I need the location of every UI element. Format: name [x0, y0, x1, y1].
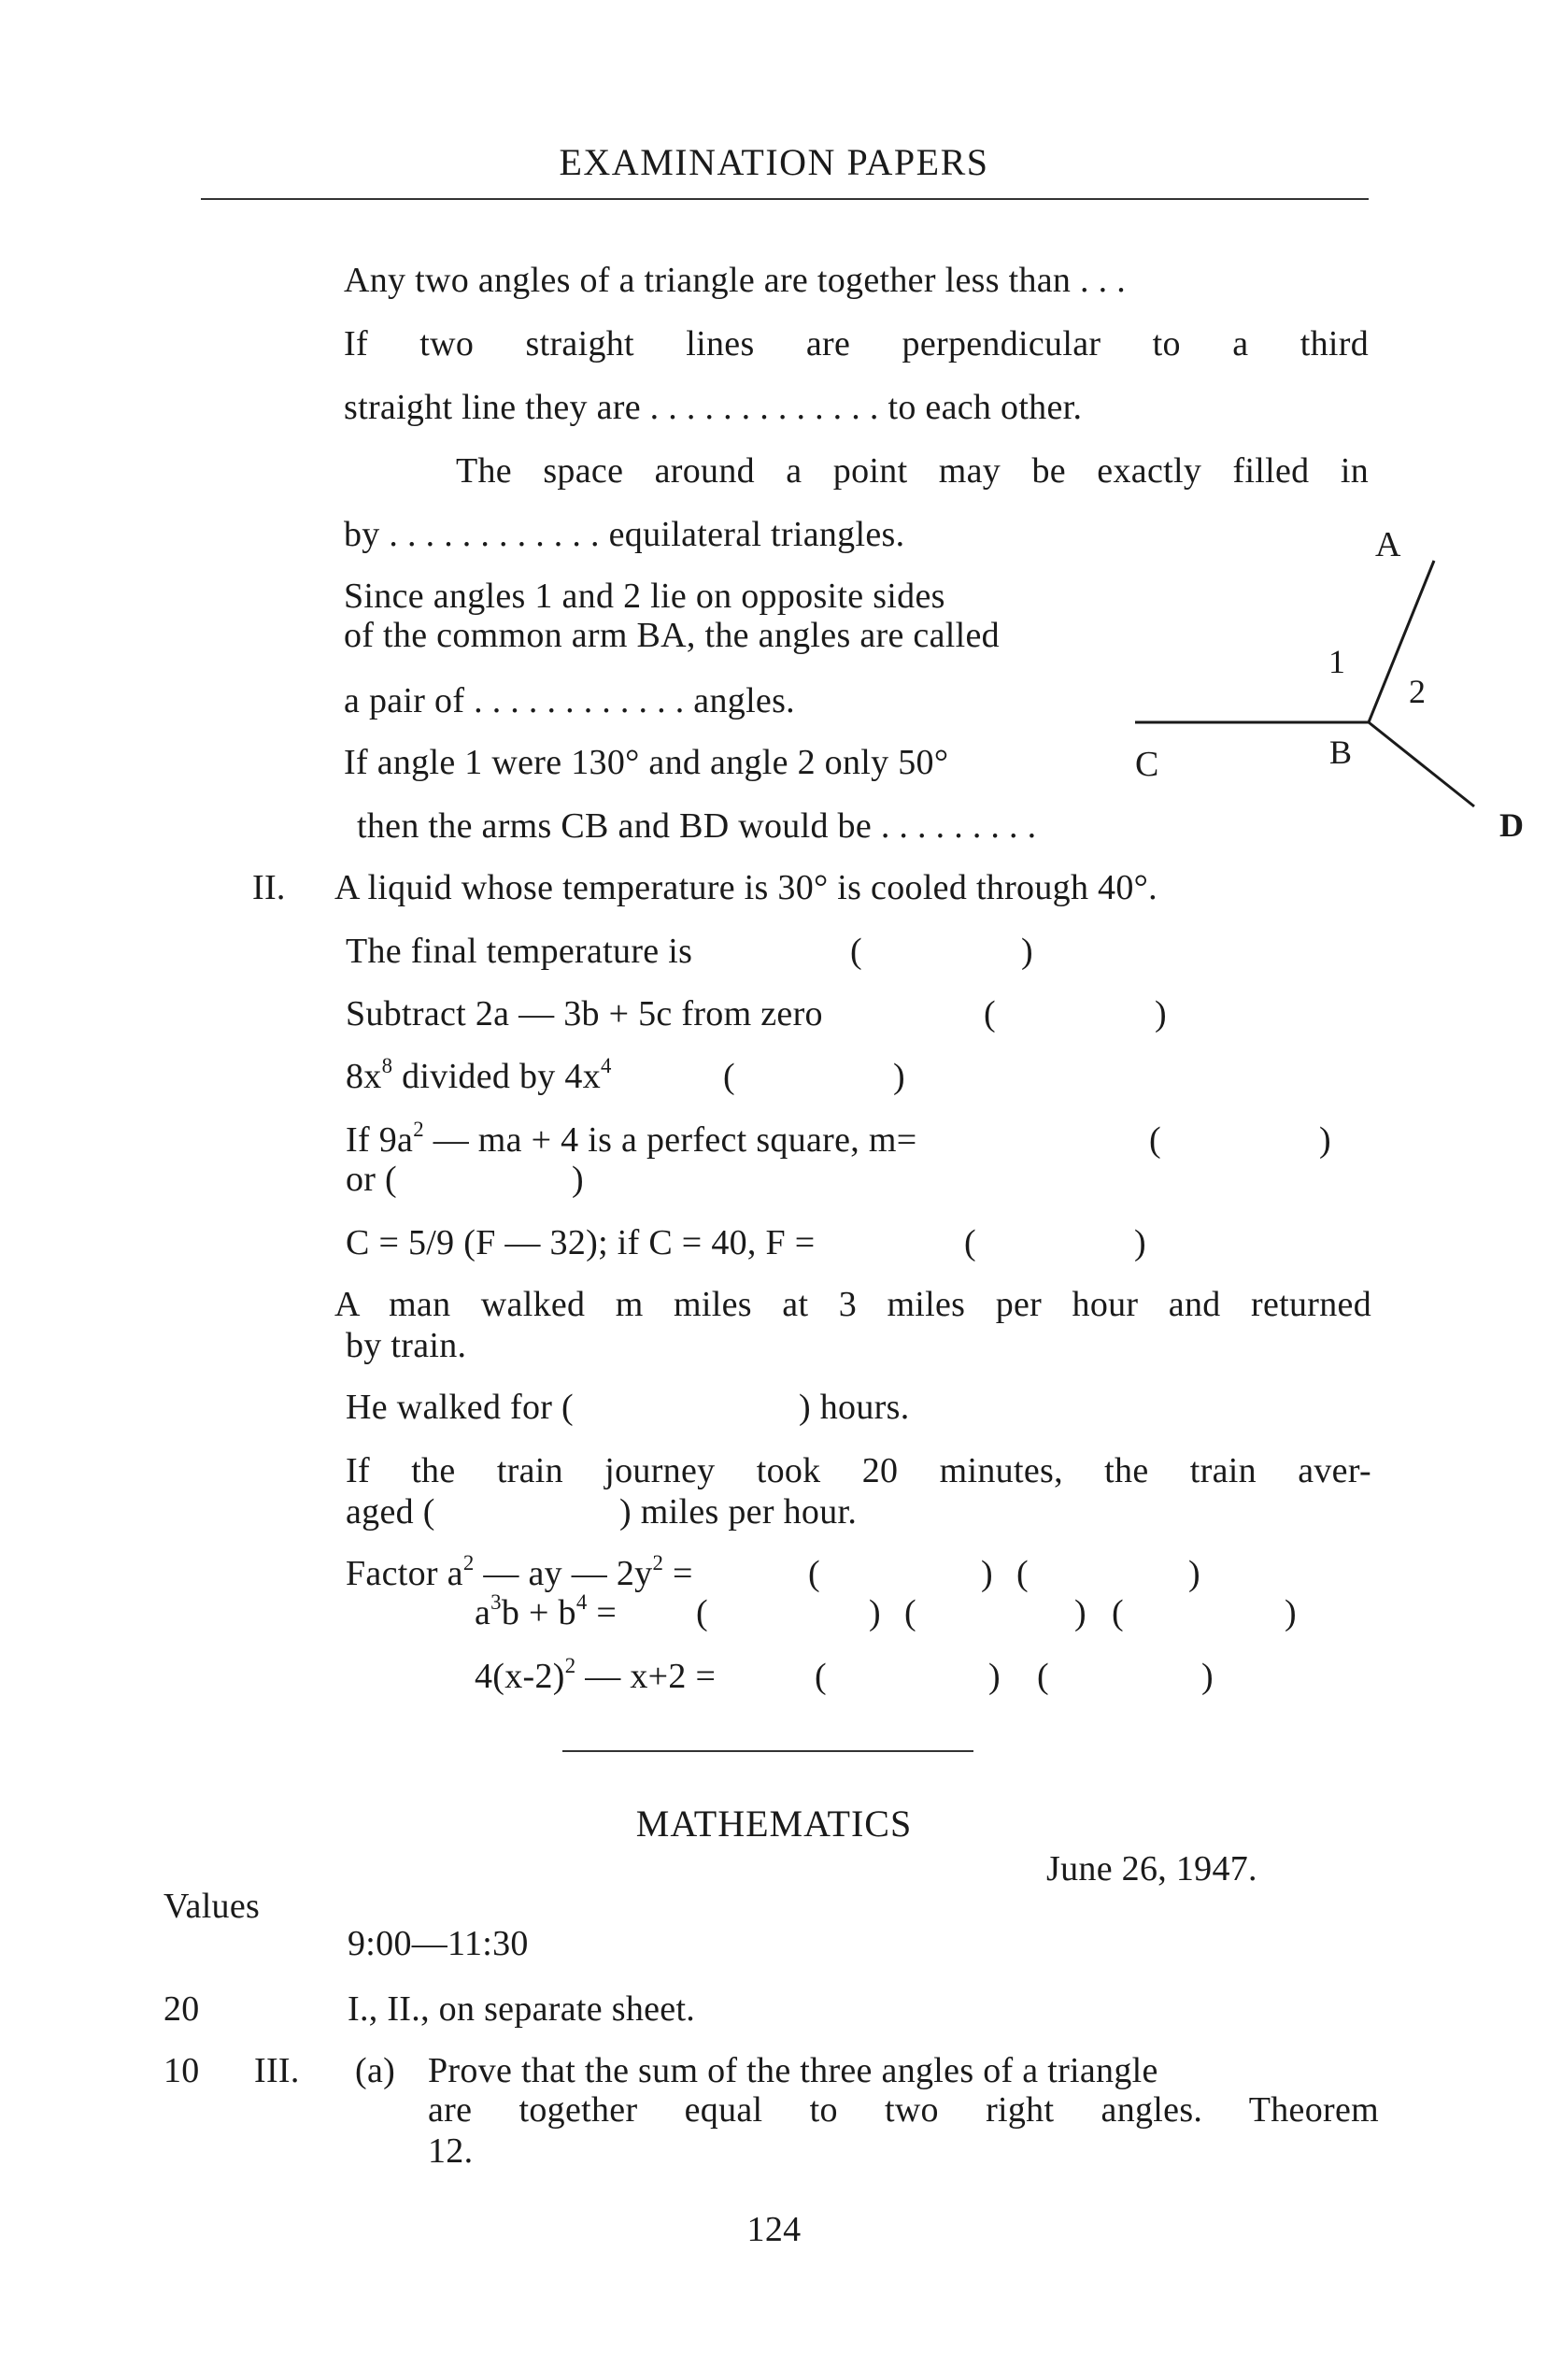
exam-date: June 26, 1947. — [1046, 1849, 1257, 1888]
text-line: I., II., on separate sheet. — [348, 1989, 696, 2029]
paren-open: ( — [1037, 1657, 1049, 1696]
text-line: Since angles 1 and 2 lie on opposite sides — [344, 577, 945, 616]
text-line: C = 5/9 (F — 32); if C = 40, F = — [346, 1223, 816, 1262]
label-d: D — [1499, 806, 1524, 844]
paren-close: ) — [1021, 932, 1033, 971]
text-line: He walked for ( — [346, 1388, 575, 1427]
label-angle-2: 2 — [1409, 673, 1426, 710]
exam-time: 9:00—11:30 — [348, 1924, 529, 1963]
text-line: Factor $a^2$ — ay — $2y^2$ = — [346, 1551, 693, 1593]
text-line: then the arms CB and BD would be . . . . . . . . . — [357, 806, 1037, 846]
arm-bd — [1369, 722, 1474, 806]
paren-close: ) — [1134, 1223, 1146, 1262]
text-line: Any two angles of a triangle are together less than . . . — [344, 261, 1127, 300]
text-line: by train. — [346, 1326, 467, 1365]
text-line: $8x^8$ divided by $4x^4$ — [346, 1054, 612, 1096]
paren-close: ) — [1285, 1593, 1297, 1632]
label-a: A — [1375, 525, 1401, 564]
text-line: If the train journey took 20 minutes, the train aver- — [346, 1451, 1371, 1490]
header-rule — [201, 198, 1369, 200]
text-line: or ( — [346, 1160, 398, 1199]
page-header: EXAMINATION PAPERS — [559, 141, 989, 183]
paren-open: ( — [723, 1057, 735, 1096]
paren-open: ( — [1149, 1120, 1161, 1160]
paren-open: ( — [850, 932, 862, 971]
paren-open: ( — [964, 1223, 976, 1262]
paren-open: ( — [696, 1593, 708, 1632]
paren-open: ( — [815, 1657, 827, 1696]
text-line: The space around a point may be exactly filled in — [456, 451, 1369, 491]
paren-close: ) — [1319, 1120, 1331, 1160]
page-number: 124 — [746, 2210, 802, 2249]
text-line: Prove that the sum of the three angles of a triangle — [428, 2051, 1158, 2090]
paren-close: ) — [1074, 1593, 1086, 1632]
label-c: C — [1135, 745, 1159, 784]
text-line: Subtract 2a — 3b + 5c from zero — [346, 994, 823, 1033]
paren-close: ) — [1188, 1554, 1200, 1593]
text-line: A liquid whose temperature is 30° is cooled through 40°. — [334, 868, 1157, 907]
paren-close: ) — [893, 1057, 905, 1096]
text-line: aged ( — [346, 1492, 435, 1532]
paren-close: ) — [981, 1554, 993, 1593]
text-line: of the common arm BA, the angles are called — [344, 616, 1000, 655]
values-label: Values — [163, 1887, 261, 1926]
label-angle-1: 1 — [1328, 643, 1345, 680]
paren-open: ( — [1016, 1554, 1029, 1593]
angle-diagram — [1102, 509, 1548, 855]
text-line: $a^3b + b^4$ = — [475, 1590, 618, 1632]
paren-close: ) — [1201, 1657, 1214, 1696]
text-line: ) miles per hour. — [619, 1492, 858, 1532]
text-line: a pair of . . . . . . . . . . . . angles. — [344, 681, 795, 720]
text-line: If two straight lines are perpendicular to a third — [344, 324, 1369, 363]
text-line: straight line they are . . . . . . . . . . . . . to each other. — [344, 388, 1083, 427]
section-title: MATHEMATICS — [635, 1803, 913, 1845]
text-line: ) hours. — [799, 1388, 910, 1427]
section-numeral: II. — [252, 868, 286, 907]
text-line: If $9a^2$ — ma + 4 is a perfect square, m= — [346, 1118, 917, 1160]
paren-open: ( — [1112, 1593, 1124, 1632]
value-number: 10 — [163, 2051, 200, 2090]
text-line: The final temperature is — [346, 932, 693, 971]
text-line: $4(x-2)^2$ — x+2 = — [475, 1654, 717, 1696]
paren-close: ) — [869, 1593, 881, 1632]
paren-close: ) — [572, 1160, 584, 1199]
paren-open: ( — [984, 994, 996, 1033]
text-line: A man walked m miles at 3 miles per hour and returned — [334, 1285, 1371, 1324]
text-line: If angle 1 were 130° and angle 2 only 50° — [344, 743, 949, 782]
question-label: (a) — [355, 2051, 396, 2090]
text-line: by . . . . . . . . . . . . equilateral triangles. — [344, 515, 905, 554]
paren-close: ) — [1155, 994, 1167, 1033]
paren-close: ) — [988, 1657, 1001, 1696]
label-b: B — [1329, 734, 1353, 771]
section-numeral: III. — [254, 2051, 300, 2090]
paren-open: ( — [904, 1593, 916, 1632]
section-divider — [562, 1750, 973, 1752]
text-line: are together equal to two right angles. Theorem — [428, 2090, 1379, 2130]
paren-open: ( — [808, 1554, 820, 1593]
text-line: 12. — [428, 2131, 474, 2171]
value-number: 20 — [163, 1989, 200, 2029]
